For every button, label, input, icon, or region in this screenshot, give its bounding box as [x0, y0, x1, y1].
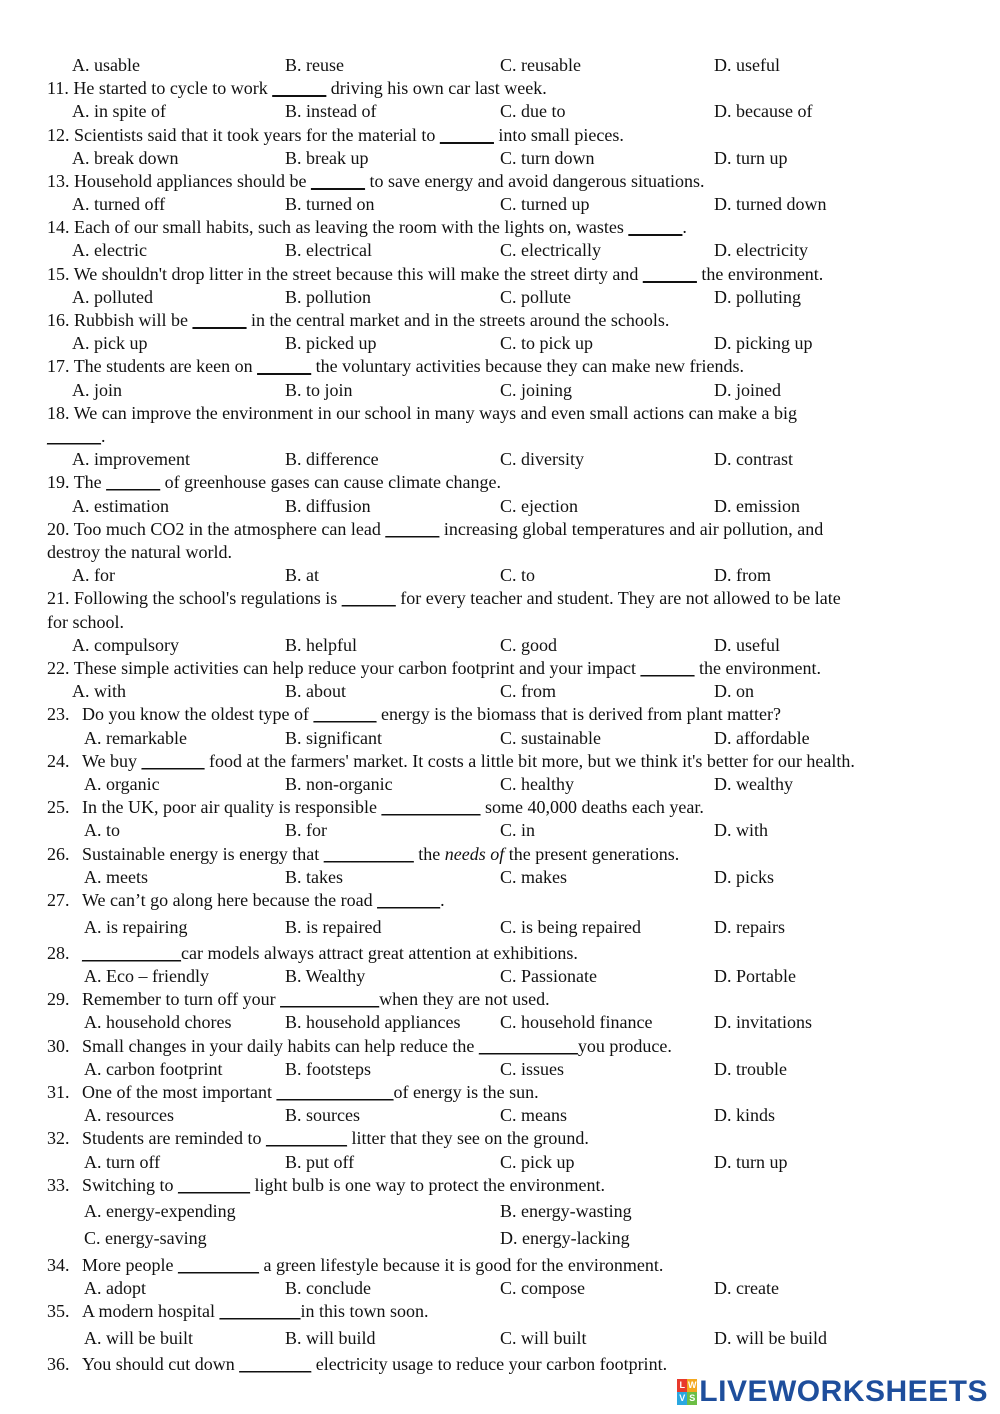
answer-option[interactable]: B. Wealthy [285, 966, 366, 986]
answer-blank[interactable]: ___________ [280, 989, 380, 1009]
answer-blank[interactable]: _________ [219, 1301, 301, 1321]
answer-option[interactable]: C. pick up [500, 1152, 575, 1172]
question-line [47, 263, 952, 285]
question-line [47, 309, 952, 331]
answer-options-row [0, 1058, 1000, 1080]
question-body [82, 1254, 663, 1276]
answer-option[interactable]: A. to [84, 820, 120, 840]
answer-blank[interactable]: _______ [377, 890, 441, 910]
answer-blank[interactable]: ______ [257, 356, 312, 376]
answer-option[interactable]: C. ejection [500, 496, 578, 516]
answer-option[interactable]: B. reuse [285, 55, 344, 75]
answer-option[interactable]: C. good [500, 635, 558, 655]
answer-option[interactable]: C. turned up [500, 194, 590, 214]
answer-option[interactable]: B. diffusion [285, 496, 371, 516]
question-number: 11. [47, 78, 69, 98]
answer-option[interactable]: D. emission [714, 496, 801, 516]
question-text: in this town soon. [300, 1301, 429, 1321]
question-text: some 40,000 deaths each year. [480, 797, 704, 817]
answer-option[interactable]: B. to join [285, 380, 353, 400]
answer-option[interactable]: B. put off [285, 1152, 355, 1172]
answer-option[interactable]: B. helpful [285, 635, 357, 655]
answer-options-row [0, 1277, 1000, 1299]
answer-option[interactable]: D. from [714, 565, 771, 585]
question-text: in the central market and in the streets around the schools. [246, 310, 670, 330]
answer-option[interactable]: B. pollution [285, 287, 372, 307]
question-body [82, 988, 550, 1010]
answer-option[interactable]: D. contrast [714, 449, 793, 469]
answer-options-row [0, 332, 1000, 354]
question-number: 28. [47, 943, 70, 963]
answer-option[interactable]: A. is repairing [84, 917, 188, 937]
answer-option[interactable]: B. takes [285, 867, 343, 887]
answer-options-row [0, 1011, 1000, 1033]
answer-option[interactable]: D. kinds [714, 1105, 776, 1125]
question-text: . [101, 426, 106, 446]
question-text: We shouldn't drop litter in the street because this will make the street dirty and [73, 264, 643, 284]
question-number: 22. [47, 658, 70, 678]
answer-blank[interactable]: _____________ [276, 1082, 394, 1102]
question-emphasis: needs of [444, 844, 505, 864]
answer-option[interactable]: C. sustainable [500, 728, 601, 748]
answer-option[interactable]: A. electric [72, 240, 147, 260]
answer-option[interactable]: B. break up [285, 148, 369, 168]
answer-option[interactable]: A. pick up [72, 333, 148, 353]
question-text: to save energy and avoid dangerous situations. [364, 171, 705, 191]
question-text: The students are keen on [73, 356, 258, 376]
answer-blank[interactable]: ___________ [82, 943, 181, 963]
answer-option[interactable]: C. pollute [500, 287, 571, 307]
answer-blank[interactable]: ___________ [478, 1036, 578, 1056]
answer-blank[interactable]: ______ [47, 426, 101, 446]
answer-option[interactable]: D. energy-lacking [500, 1228, 630, 1248]
question-body [82, 889, 445, 911]
question-text: of greenhouse gases can cause climate change. [160, 472, 502, 492]
answer-options-row [0, 495, 1000, 517]
logo-mark-letter: W [688, 1380, 697, 1390]
answer-option[interactable]: C. to pick up [500, 333, 593, 353]
answer-option[interactable]: A. in spite of [72, 101, 166, 121]
answer-blank[interactable]: _______ [141, 751, 205, 771]
answer-option[interactable]: A. energy-expending [84, 1201, 236, 1221]
answer-options-row [0, 147, 1000, 169]
answer-option[interactable]: A. improvement [72, 449, 190, 469]
answer-option[interactable]: A. will be built [84, 1328, 193, 1348]
answer-option[interactable]: B. picked up [285, 333, 377, 353]
answer-option[interactable]: D. useful [714, 635, 780, 655]
question-number: 24. [47, 751, 70, 771]
question-number: 21. [47, 588, 70, 608]
answer-option[interactable]: C. electrically [500, 240, 601, 260]
answer-option[interactable]: A. for [72, 565, 115, 585]
answer-option[interactable]: A. turned off [72, 194, 166, 214]
answer-option[interactable]: C. makes [500, 867, 567, 887]
answer-blank[interactable]: _______ [313, 704, 377, 724]
question-text: More people [82, 1255, 178, 1275]
question-text: These simple activities can help reduce your carbon footprint and your impact [73, 658, 641, 678]
answer-blank[interactable]: ______ [192, 310, 247, 330]
question-text: driving his own car last week. [326, 78, 547, 98]
question-line [47, 124, 952, 146]
question-text: Rubbish will be [74, 310, 193, 330]
question-continuation [47, 425, 952, 447]
answer-option[interactable]: B. will build [285, 1328, 376, 1348]
answer-option[interactable]: D. with [714, 820, 768, 840]
question-text: increasing global temperatures and air pollution, and [439, 519, 824, 539]
question-text: You should cut down [82, 1354, 240, 1374]
question-body [82, 1081, 539, 1103]
answer-option[interactable]: A. usable [72, 55, 140, 75]
question-number: 33. [47, 1175, 70, 1195]
question-line [47, 77, 952, 99]
answer-blank[interactable]: _________ [265, 1128, 347, 1148]
answer-option[interactable]: D. invitations [714, 1012, 812, 1032]
question-text: the environment. [694, 658, 821, 678]
question-number: 34. [47, 1255, 70, 1275]
answer-option[interactable]: C. diversity [500, 449, 584, 469]
question-number: 31. [47, 1082, 70, 1102]
question-text: Remember to turn off your [82, 989, 281, 1009]
liveworksheets-logo-icon [677, 1379, 697, 1405]
answer-option[interactable]: A. with [72, 681, 126, 701]
question-line [47, 471, 952, 493]
question-text: One of the most important [82, 1082, 277, 1102]
answer-option[interactable]: B. footsteps [285, 1059, 372, 1079]
answer-blank[interactable]: ___________ [381, 797, 481, 817]
question-body [82, 843, 679, 865]
answer-option[interactable]: D. joined [714, 380, 781, 400]
question-text: A modern hospital [82, 1301, 220, 1321]
question-body [82, 796, 704, 818]
answer-blank[interactable]: ______ [642, 264, 697, 284]
answer-option[interactable]: B. difference [285, 449, 379, 469]
answer-blank[interactable]: __________ [323, 844, 414, 864]
answer-option[interactable]: D. repairs [714, 917, 785, 937]
question-text: He started to cycle to work [73, 78, 273, 98]
question-text: Sustainable energy is energy that [82, 844, 324, 864]
question-text: Students are reminded to [82, 1128, 266, 1148]
logo-mark-letter: V [679, 1393, 686, 1403]
answer-options-row [0, 1200, 1000, 1222]
answer-option[interactable]: C. joining [500, 380, 573, 400]
question-text: the environment. [696, 264, 824, 284]
answer-option[interactable]: B. at [285, 565, 319, 585]
question-text: . [682, 217, 687, 237]
question-number: 16. [47, 310, 70, 330]
question-body [82, 1353, 667, 1375]
question-number: 20. [47, 519, 70, 539]
answer-blank[interactable]: _________ [177, 1255, 259, 1275]
question-text: Following the school's regulations is [74, 588, 342, 608]
answer-options-row [0, 54, 1000, 76]
answer-option[interactable]: D. Portable [714, 966, 796, 986]
answer-option[interactable]: C. compose [500, 1278, 585, 1298]
answer-option[interactable]: D. trouble [714, 1059, 787, 1079]
question-number: 17. [47, 356, 70, 376]
answer-option[interactable]: B. electrical [285, 240, 372, 260]
answer-option[interactable]: A. meets [84, 867, 148, 887]
answer-options-row [0, 100, 1000, 122]
answer-option[interactable]: D. will be build [714, 1328, 827, 1348]
question-number: 12. [47, 125, 70, 145]
answer-option[interactable]: B. household appliances [285, 1012, 461, 1032]
question-line [47, 587, 952, 609]
logo-mark-letter: L [677, 1379, 687, 1392]
answer-blank[interactable]: ______ [640, 658, 695, 678]
answer-options-row [0, 379, 1000, 401]
answer-option[interactable]: D. create [714, 1278, 779, 1298]
answer-option[interactable]: D. turned down [714, 194, 827, 214]
question-continuation [47, 611, 952, 633]
question-text: In the UK, poor air quality is responsible [82, 797, 382, 817]
answer-option[interactable]: D. turn up [714, 1152, 788, 1172]
question-line [47, 355, 952, 377]
answer-option[interactable]: B. turned on [285, 194, 375, 214]
question-number: 30. [47, 1036, 70, 1056]
answer-options-row [0, 916, 1000, 938]
question-text: food at the farmers' market. It costs a little bit more, but we think it's better for our health. [204, 751, 855, 771]
answer-blank[interactable]: ______ [310, 171, 365, 191]
answer-option[interactable]: A. polluted [72, 287, 153, 307]
answer-option[interactable]: B. instead of [285, 101, 377, 121]
answer-options-row [0, 680, 1000, 702]
answer-option[interactable]: A. Eco – friendly [84, 966, 209, 986]
question-text: Too much CO2 in the atmosphere can lead [73, 519, 386, 539]
answer-option[interactable]: B. is repaired [285, 917, 382, 937]
answer-options-row [0, 1227, 1000, 1249]
answer-blank[interactable]: ______ [272, 78, 327, 98]
question-text: Switching to [82, 1175, 179, 1195]
question-body [82, 1127, 589, 1149]
answer-option[interactable]: C. healthy [500, 774, 574, 794]
answer-option[interactable]: A. carbon footprint [84, 1059, 223, 1079]
answer-option[interactable]: B. conclude [285, 1278, 371, 1298]
question-text: the present generations. [504, 844, 680, 864]
question-body [82, 1300, 429, 1322]
question-text: Scientists said that it took years for the material to [74, 125, 440, 145]
answer-blank[interactable]: ______ [439, 125, 494, 145]
question-text: The [73, 472, 107, 492]
answer-option[interactable]: A. turn off [84, 1152, 161, 1172]
question-number: 15. [47, 264, 70, 284]
answer-option[interactable]: C. household finance [500, 1012, 653, 1032]
question-text: the [413, 844, 445, 864]
question-number: 19. [47, 472, 70, 492]
answer-option[interactable]: A. estimation [72, 496, 169, 516]
question-text: car models always attract great attention at exhibitions. [181, 943, 578, 963]
answer-options-row [0, 773, 1000, 795]
question-text: energy is the biomass that is derived from plant matter? [376, 704, 782, 724]
question-number: 23. [47, 704, 70, 724]
answer-option[interactable]: D. electricity [714, 240, 808, 260]
question-line [47, 402, 952, 424]
answer-options-row [0, 727, 1000, 749]
answer-options-row [0, 1151, 1000, 1173]
question-body [82, 703, 781, 725]
answer-option[interactable]: D. picking up [714, 333, 813, 353]
answer-option[interactable]: B. significant [285, 728, 382, 748]
question-text: . [440, 890, 445, 910]
answer-option[interactable]: D. because of [714, 101, 813, 121]
answer-option[interactable]: A. compulsory [72, 635, 179, 655]
question-text: into small pieces. [493, 125, 624, 145]
logo-text: LIVEWORKSHEETS [699, 1375, 988, 1408]
question-number: 32. [47, 1128, 70, 1148]
question-number: 35. [47, 1301, 70, 1321]
answer-option[interactable]: C. energy-saving [84, 1228, 207, 1248]
answer-option[interactable]: A. organic [84, 774, 160, 794]
answer-option[interactable]: C. in [500, 820, 536, 840]
question-text: We can improve the environment in our school in many ways and even small actions can make a big [73, 403, 798, 423]
question-line [47, 216, 952, 238]
answer-option[interactable]: D. picks [714, 867, 774, 887]
answer-options-row [0, 448, 1000, 470]
answer-blank[interactable]: ______ [385, 519, 440, 539]
answer-options-row [0, 1104, 1000, 1126]
question-line [47, 518, 952, 540]
question-text: We can’t go along here because the road [82, 890, 378, 910]
answer-options-row [0, 819, 1000, 841]
question-number: 14. [47, 217, 70, 237]
logo-mark-letter: S [689, 1393, 696, 1403]
answer-blank[interactable]: ________ [239, 1354, 312, 1374]
question-body [82, 1174, 605, 1196]
answer-option[interactable]: A. resources [84, 1105, 174, 1125]
question-text: Household appliances should be [74, 171, 311, 191]
answer-blank[interactable]: ______ [341, 588, 396, 608]
liveworksheets-logo [677, 1374, 988, 1410]
question-body [82, 750, 855, 772]
question-number: 36. [47, 1354, 70, 1374]
answer-option[interactable]: C. from [500, 681, 556, 701]
answer-option[interactable]: C. due to [500, 101, 566, 121]
question-continuation [47, 541, 952, 563]
answer-option[interactable]: D. wealthy [714, 774, 793, 794]
answer-option[interactable]: C. issues [500, 1059, 565, 1079]
question-text: litter that they see on the ground. [346, 1128, 589, 1148]
answer-options-row [0, 866, 1000, 888]
question-text: Small changes in your daily habits can help reduce the [82, 1036, 479, 1056]
question-body [82, 1035, 672, 1057]
question-text: electricity usage to reduce your carbon footprint. [311, 1354, 668, 1374]
answer-option[interactable]: A. join [72, 380, 123, 400]
question-text: the voluntary activities because they can make new friends. [311, 356, 744, 376]
answer-option[interactable]: D. polluting [714, 287, 802, 307]
answer-options-row [0, 193, 1000, 215]
answer-option[interactable]: D. on [714, 681, 754, 701]
question-text: you produce. [577, 1036, 672, 1056]
question-text: Do you know the oldest type of [82, 704, 314, 724]
answer-blank[interactable]: ________ [178, 1175, 251, 1195]
question-text: when they are not used. [379, 989, 550, 1009]
answer-option[interactable]: D. affordable [714, 728, 810, 748]
question-text: Each of our small habits, such as leaving the room with the lights on, wastes [74, 217, 629, 237]
answer-option[interactable]: B. non-organic [285, 774, 393, 794]
question-text: We buy [82, 751, 142, 771]
question-line [47, 170, 952, 192]
answer-options-row [0, 286, 1000, 308]
question-text: of energy is the sun. [393, 1082, 539, 1102]
question-number: 27. [47, 890, 70, 910]
answer-option[interactable]: A. remarkable [84, 728, 187, 748]
answer-option[interactable]: C. is being repaired [500, 917, 641, 937]
question-number: 18. [47, 403, 70, 423]
answer-option[interactable]: A. household chores [84, 1012, 232, 1032]
answer-options-row [0, 239, 1000, 261]
question-text: a green lifestyle because it is good for the environment. [258, 1255, 664, 1275]
answer-blank[interactable]: ______ [106, 472, 161, 492]
question-line [47, 657, 952, 679]
answer-option[interactable]: D. useful [714, 55, 780, 75]
answer-blank[interactable]: ______ [628, 217, 683, 237]
question-number: 13. [47, 171, 70, 191]
answer-option[interactable]: B. sources [285, 1105, 360, 1125]
answer-option[interactable]: B. energy-wasting [500, 1201, 632, 1221]
answer-option[interactable]: C. means [500, 1105, 567, 1125]
question-body [82, 942, 578, 964]
question-number: 29. [47, 989, 70, 1009]
answer-option[interactable]: C. will built [500, 1328, 587, 1348]
question-text: light bulb is one way to protect the environment. [250, 1175, 605, 1195]
answer-option[interactable]: C. Passionate [500, 966, 597, 986]
question-number: 26. [47, 844, 70, 864]
answer-option[interactable]: B. about [285, 681, 346, 701]
answer-option[interactable]: A. break down [72, 148, 179, 168]
answer-options-row [0, 564, 1000, 586]
question-number: 25. [47, 797, 70, 817]
answer-option[interactable]: A. adopt [84, 1278, 146, 1298]
question-text: for school. [47, 612, 124, 632]
answer-options-row [0, 634, 1000, 656]
question-text: destroy the natural world. [47, 542, 232, 562]
answer-option[interactable]: C. turn down [500, 148, 595, 168]
answer-options-row [0, 965, 1000, 987]
answer-options-row [0, 1327, 1000, 1349]
answer-option[interactable]: B. for [285, 820, 327, 840]
answer-option[interactable]: D. turn up [714, 148, 788, 168]
question-text: for every teacher and student. They are not allowed to be late [395, 588, 841, 608]
answer-option[interactable]: C. to [500, 565, 536, 585]
answer-option[interactable]: C. reusable [500, 55, 581, 75]
